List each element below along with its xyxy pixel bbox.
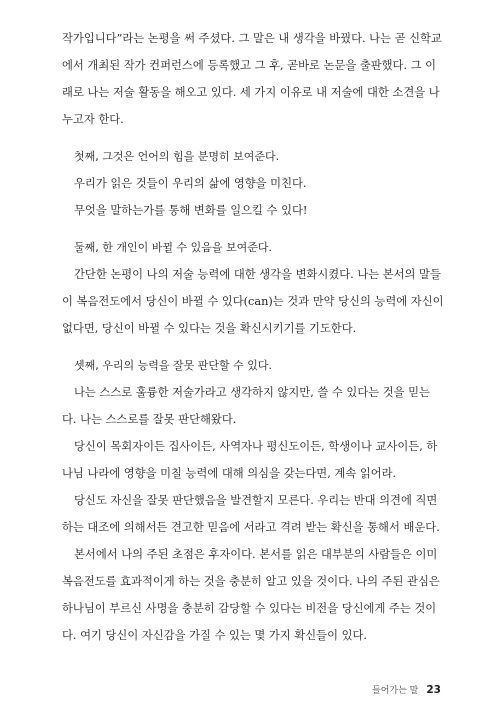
body-line: 우리가 읽은 것들이 우리의 삶에 영향을 미친다.: [74, 177, 307, 190]
body-line: 누고자 한다.: [62, 113, 124, 126]
running-title: 들어가는 말: [372, 686, 419, 696]
body-line: 간단한 논평이 나의 저술 능력에 대한 생각을 변화시켰다. 나는 본서의 말들: [74, 268, 441, 281]
section-heading-first: 첫째, 그것은 언어의 힘을 분명히 보여준다.: [74, 150, 280, 163]
body-line: 본서에서 나의 주된 초점은 후자이다. 본서를 읽은 대부분의 사람들은 이미: [74, 548, 438, 561]
body-line: 무엇을 말하는가를 통해 변화를 일으킬 수 있다!: [74, 204, 308, 217]
body-line: 당신이 목회자이든 집사이든, 사역자나 평신도이든, 학생이나 교사이든, 하: [74, 440, 438, 453]
page-body: [62, 30, 446, 654]
section-heading-second: 둘째, 한 개인이 바뀔 수 있음을 보여준다.: [74, 241, 272, 254]
body-line: 나는 스스로 훌륭한 저술가라고 생각하지 않지만, 쓸 수 있다는 것을 믿는: [74, 386, 430, 399]
body-line: 다. 나는 스스로를 잘못 판단해왔다.: [62, 413, 237, 426]
body-line: 당신도 자신을 잘못 판단했음을 발견할지 모른다. 우리는 반대 의견에 직면: [74, 494, 438, 507]
body-line: 없다면, 당신이 바뀔 수 있다는 것을 확신시키기를 기도한다.: [62, 322, 357, 335]
body-line: 하는 대조에 의해서든 견고한 믿음에 서라고 격려 받는 확신을 통해서 배운다.: [62, 521, 440, 534]
body-line: 래로 나는 저술 활동을 해오고 있다. 세 가지 이유로 내 저술에 대한 소견을 나: [62, 86, 440, 99]
body-line: 복음전도를 효과적이게 하는 것을 충분히 알고 있을 것이다. 나의 주된 관심은: [62, 575, 440, 588]
page-number: 23: [426, 684, 441, 696]
body-line: 이 복음전도에서 당신이 바뀔 수 있다(can)는 것과 만약 당신의 능력에 자신이: [62, 295, 444, 308]
body-line: 하나님이 부르신 사명을 충분히 감당할 수 있다는 비전을 당신에게 주는 것이: [62, 602, 437, 615]
body-line: 에서 개최된 작가 컨퍼런스에 등록했고 그 후, 곧바로 논문을 출판했다. 그 이: [62, 59, 437, 72]
page-footer: [372, 683, 441, 697]
body-line: 나님 나라에 영향을 미칠 능력에 대해 의심을 갖는다면, 계속 읽어라.: [62, 467, 397, 480]
section-heading-third: 셋째, 우리의 능력을 잘못 판단할 수 있다.: [74, 359, 272, 372]
body-line: 다. 여기 당신이 자신감을 가질 수 있는 몇 가지 확신들이 있다.: [62, 629, 368, 642]
body-line: 작가입니다”라는 논평을 써 주셨다. 그 말은 내 생각을 바꿨다. 나는 곧 신학교: [62, 32, 442, 45]
